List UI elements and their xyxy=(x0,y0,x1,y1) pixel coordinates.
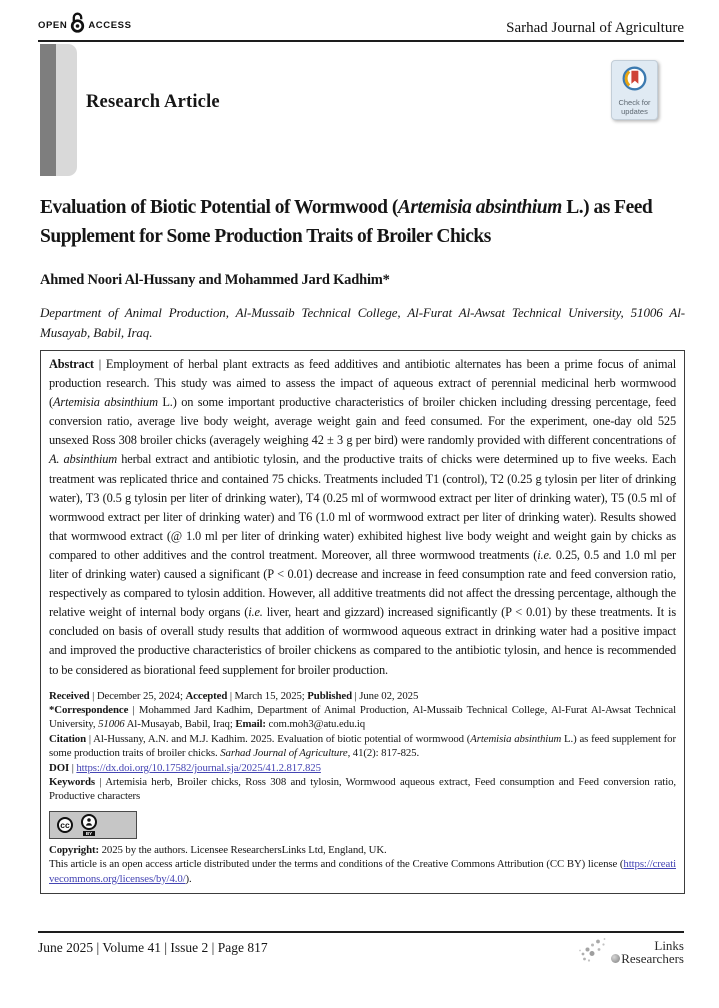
article-title: Evaluation of Biotic Potential of Wormwood (Artemisia absinthium L.) as Feed Supplement for Some Production Traits of Broiler Chicks xyxy=(40,197,653,247)
researcherslinks-logo xyxy=(577,936,684,969)
footer-divider xyxy=(38,931,684,933)
side-accent-bars xyxy=(40,44,77,176)
cc-by-badge xyxy=(49,811,137,839)
doi-line: DOI | https://dx.doi.org/10.17582/journal.sja/2025/41.2.817.825 xyxy=(49,761,321,774)
affiliation-line: Department of Animal Production, Al-Mussaib Technical College, Al-Furat Al-Awsat Technical University, 51006 Al-Musayab, Babil, Iraq. xyxy=(40,305,685,340)
cc-by-attribution-group xyxy=(81,814,97,837)
license-line: This article is an open access article distributed under the terms and conditions of the Creative Commons Attribution (CC BY) license (https://creativecommons.org/licenses/by/4.0/). xyxy=(49,858,676,885)
top-header xyxy=(38,10,684,38)
article-metadata xyxy=(49,689,676,804)
keywords-line: Keywords | Artemisia herb, Broiler chicks, Ross 308 and tylosin, Wormwood aqueous extract, Feed consumption and Feed conversion ratio, Productive characters xyxy=(49,776,676,803)
footer xyxy=(38,936,684,969)
check-for-updates-badge[interactable] xyxy=(611,60,658,120)
article-type-heading: Research Article xyxy=(86,92,220,112)
authors-line: Ahmed Noori Al-Hussany and Mohammed Jard Kadhim* xyxy=(40,272,390,288)
dots-cluster-icon xyxy=(577,936,609,969)
copyright-block xyxy=(49,843,676,886)
cc-icon: cc xyxy=(57,817,73,833)
brand-links-label: Links xyxy=(654,938,684,953)
crossmark-icon xyxy=(621,79,648,96)
copyright-line: Copyright: 2025 by the authors. Licensee ResearchersLinks Ltd, England, UK. xyxy=(49,843,387,856)
light-gray-bar xyxy=(56,44,77,176)
person-icon xyxy=(81,814,97,830)
sphere-icon xyxy=(611,954,620,963)
abstract-label: Abstract xyxy=(49,357,94,371)
abstract-box xyxy=(40,350,685,894)
correspondence-line: *Correspondence | Mohammed Jard Kadhim, Department of Animal Production, Al-Mussaib Technical College, Al-Furat Al-Awsat Technical University, 51006 Al-Musayab, Babil, Iraq; Email: com.moh3@atu.edu.iq xyxy=(49,704,676,731)
citation-line: Citation | Al-Hussany, A.N. and M.J. Kadhim. 2025. Evaluation of biotic potential of wormwood (Artemisia absinthium L.) as feed supplement for some production traits of broiler chicks. Sarhad Journal of Agriculture, 41(2): 817-825. xyxy=(49,732,676,760)
correspondence-email: com.moh3@atu.edu.iq xyxy=(265,718,366,731)
open-access-logo xyxy=(38,12,132,38)
check-for-updates-label: Check for updates xyxy=(618,98,651,116)
header-divider xyxy=(38,40,684,42)
open-access-access-label: ACCESS xyxy=(88,19,132,31)
brand-researchers-label: Researchers xyxy=(611,953,684,966)
open-lock-icon xyxy=(69,12,86,38)
brand-text xyxy=(611,940,684,965)
doi-link[interactable]: https://dx.doi.org/10.17582/journal.sja/2025/41.2.817.825 xyxy=(76,761,321,774)
cc-license-link[interactable]: https://creativecommons.org/licenses/by/4.0/ xyxy=(49,858,676,885)
species-name-italic: Artemisia absinthium xyxy=(397,197,562,218)
dark-gray-bar xyxy=(40,44,56,176)
journal-name: Sarhad Journal of Agriculture xyxy=(506,20,684,36)
issue-info: June 2025 | Volume 41 | Issue 2 | Page 817 xyxy=(38,940,268,955)
dates-line: Received | December 25, 2024; Accepted | March 15, 2025; Published | June 02, 2025 xyxy=(49,689,419,702)
by-label: BY xyxy=(83,831,95,837)
abstract-paragraph: Abstract | Employment of herbal plant extracts as feed additives and antibiotic alternates has been a prime focus of animal production research. This study was aimed to assess the impact of aqueous extract of perennial medicinal herb wormwood (Artemisia absinthium L.) on some important productive characteristics of broiler chicken including dressing percentage, feed conversion ratio, average live body weight, average weight gain and feed consumed. For the experiment, one-day old 525 unsexed Ross 308 broiler chicks (averagely weighing 42 ± 3 g per bird) were randomly provided with different concentrations of A. absinthium herbal extract and antibiotic tylosin, and the productive traits of chicks were determined up to five weeks. Each treatment was replicated thrice and contained 75 chicks. Treatments included T1 (control), T2 (0.25 g tylosin per liter of drinking water), T3 (0.5 g tylosin per liter of drinking water), T4 (0.25 ml of wormwood extract per liter of drinking water), T5 (0.5 ml of wormwood extract per liter of drinking water) and T6 (1.0 ml of wormwood extract per liter of drinking water). Results showed that wormwood extract (@ 1.0 ml per liter of drinking water) exhibited highest live body weight and weight gain by chicks as compared to other additives and the control treatment. Moreover, all three wormwood treatments (i.e. 0.25, 0.5 and 1.0 ml per liter of drinking water) caused a significant (P < 0.01) decrease and increase in feed consumption rate and feed conversion ratio, respectively as compared to tylosin addition. However, all additive treatments did not affect the dressing percentage, although the relative weight of internal body organs (i.e. liver, heart and gizzard) increased significantly (P < 0.01) by these treatments. It is concluded on basis of overall study results that addition of wormwood aqueous extract in drinking water had a positive impact and improved the productive characteristics of broiler chickens as compared to the antibiotic tylosin, and hence is recommended to be considered as biorational feed supplement for broiler production. xyxy=(49,357,676,677)
open-access-open-label: OPEN xyxy=(38,19,68,31)
